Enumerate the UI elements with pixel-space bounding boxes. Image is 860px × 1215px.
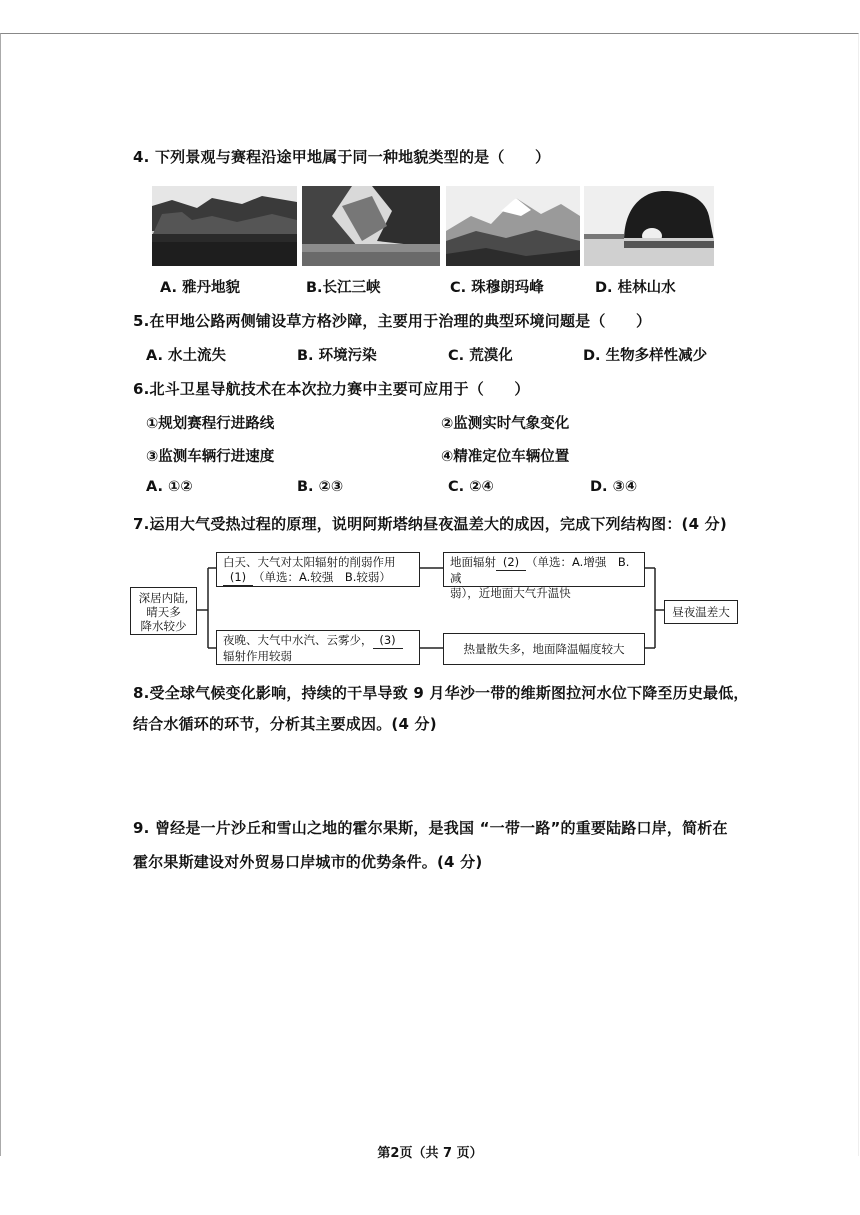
page-footer: 第2页（共 7 页） — [377, 1146, 483, 1161]
q6-option-c[interactable]: C. ②④ — [448, 479, 494, 495]
q7-result-text: 昼夜温差大 — [672, 605, 730, 619]
q6-item-2: ②监测实时气象变化 — [441, 416, 570, 432]
q7-heat-box — [443, 633, 645, 665]
q4-option-d[interactable]: D. 桂林山水 — [595, 280, 676, 296]
q7-cause-box — [130, 587, 197, 635]
q7-ground-text-2: 弱），近地面大气升温快 — [450, 586, 571, 600]
q7-night-text: 夜晚、大气中水汽、云雾少， — [223, 633, 373, 647]
q7-ground-box — [443, 552, 645, 600]
q7-night-text-2: 辐射作用较弱 — [223, 649, 292, 663]
q7-day-choice: （单选：A.较强 B.较弱） — [253, 570, 391, 584]
q6-stem: 6.北斗卫星导航技术在本次拉力赛中主要可应用于（ ） — [133, 380, 530, 398]
q7-ground-choice: （单选：A.增强 B.减 — [450, 555, 630, 585]
q7-stem: 7.运用大气受热过程的原理，说明阿斯塔纳昼夜温差大的成因，完成下列结构图：(4 分) — [133, 515, 727, 533]
q7-night-box — [216, 630, 420, 665]
q4-option-c[interactable]: C. 珠穆朗玛峰 — [450, 280, 544, 296]
q5-option-c[interactable]: C. 荒漠化 — [448, 348, 513, 364]
q7-blank-2[interactable]: (2) — [496, 555, 526, 571]
q9-line-1: 9. 曾经是一片沙丘和雪山之地的霍尔果斯，是我国 “一带一路”的重要陆路口岸，简析在 — [133, 819, 728, 837]
q9-line-2: 霍尔果斯建设对外贸易口岸城市的优势条件。(4 分) — [133, 853, 483, 871]
q7-cause-line-2: 晴天多 — [146, 605, 181, 619]
q4-option-b[interactable]: B.长江三峡 — [306, 280, 381, 296]
q7-blank-3[interactable]: (3) — [373, 633, 403, 649]
q6-item-3: ③监测车辆行进速度 — [146, 449, 275, 465]
q7-result-box — [664, 600, 738, 624]
q7-ground-text: 地面辐射 — [450, 555, 496, 569]
q7-cause-line-3: 降水较少 — [140, 619, 187, 633]
q6-option-a[interactable]: A. ①② — [146, 479, 193, 495]
q8-line-1: 8.受全球气候变化影响，持续的干旱导致 9 月华沙一带的维斯图拉河水位下降至历史最低， — [133, 684, 749, 702]
q7-blank-1[interactable]: (1) — [223, 570, 253, 586]
q6-item-1: ①规划赛程行进路线 — [146, 416, 275, 432]
q6-option-b[interactable]: B. ②③ — [297, 479, 344, 495]
q5-option-b[interactable]: B. 环境污染 — [297, 348, 377, 364]
q7-day-text: 白天、大气对太阳辐射的削弱作用 — [223, 555, 396, 569]
q5-stem: 5.在甲地公路两侧铺设草方格沙障，主要用于治理的典型环境问题是（ ） — [133, 312, 652, 330]
q4-stem: 4. 下列景观与赛程沿途甲地属于同一种地貌类型的是（ ） — [133, 148, 551, 166]
q6-option-d[interactable]: D. ③④ — [590, 479, 638, 495]
q8-line-2: 结合水循环的环节，分析其主要成因。(4 分) — [133, 715, 437, 733]
q5-option-d[interactable]: D. 生物多样性减少 — [583, 348, 708, 364]
q7-heat-text: 热量散失多，地面降温幅度较大 — [463, 642, 625, 656]
q6-item-4: ④精准定位车辆位置 — [441, 449, 570, 465]
q7-cause-line-1: 深居内陆, — [138, 591, 189, 605]
q4-option-a[interactable]: A. 雅丹地貌 — [160, 280, 241, 296]
q5-option-a[interactable]: A. 水土流失 — [146, 348, 227, 364]
q7-day-box — [216, 552, 420, 587]
